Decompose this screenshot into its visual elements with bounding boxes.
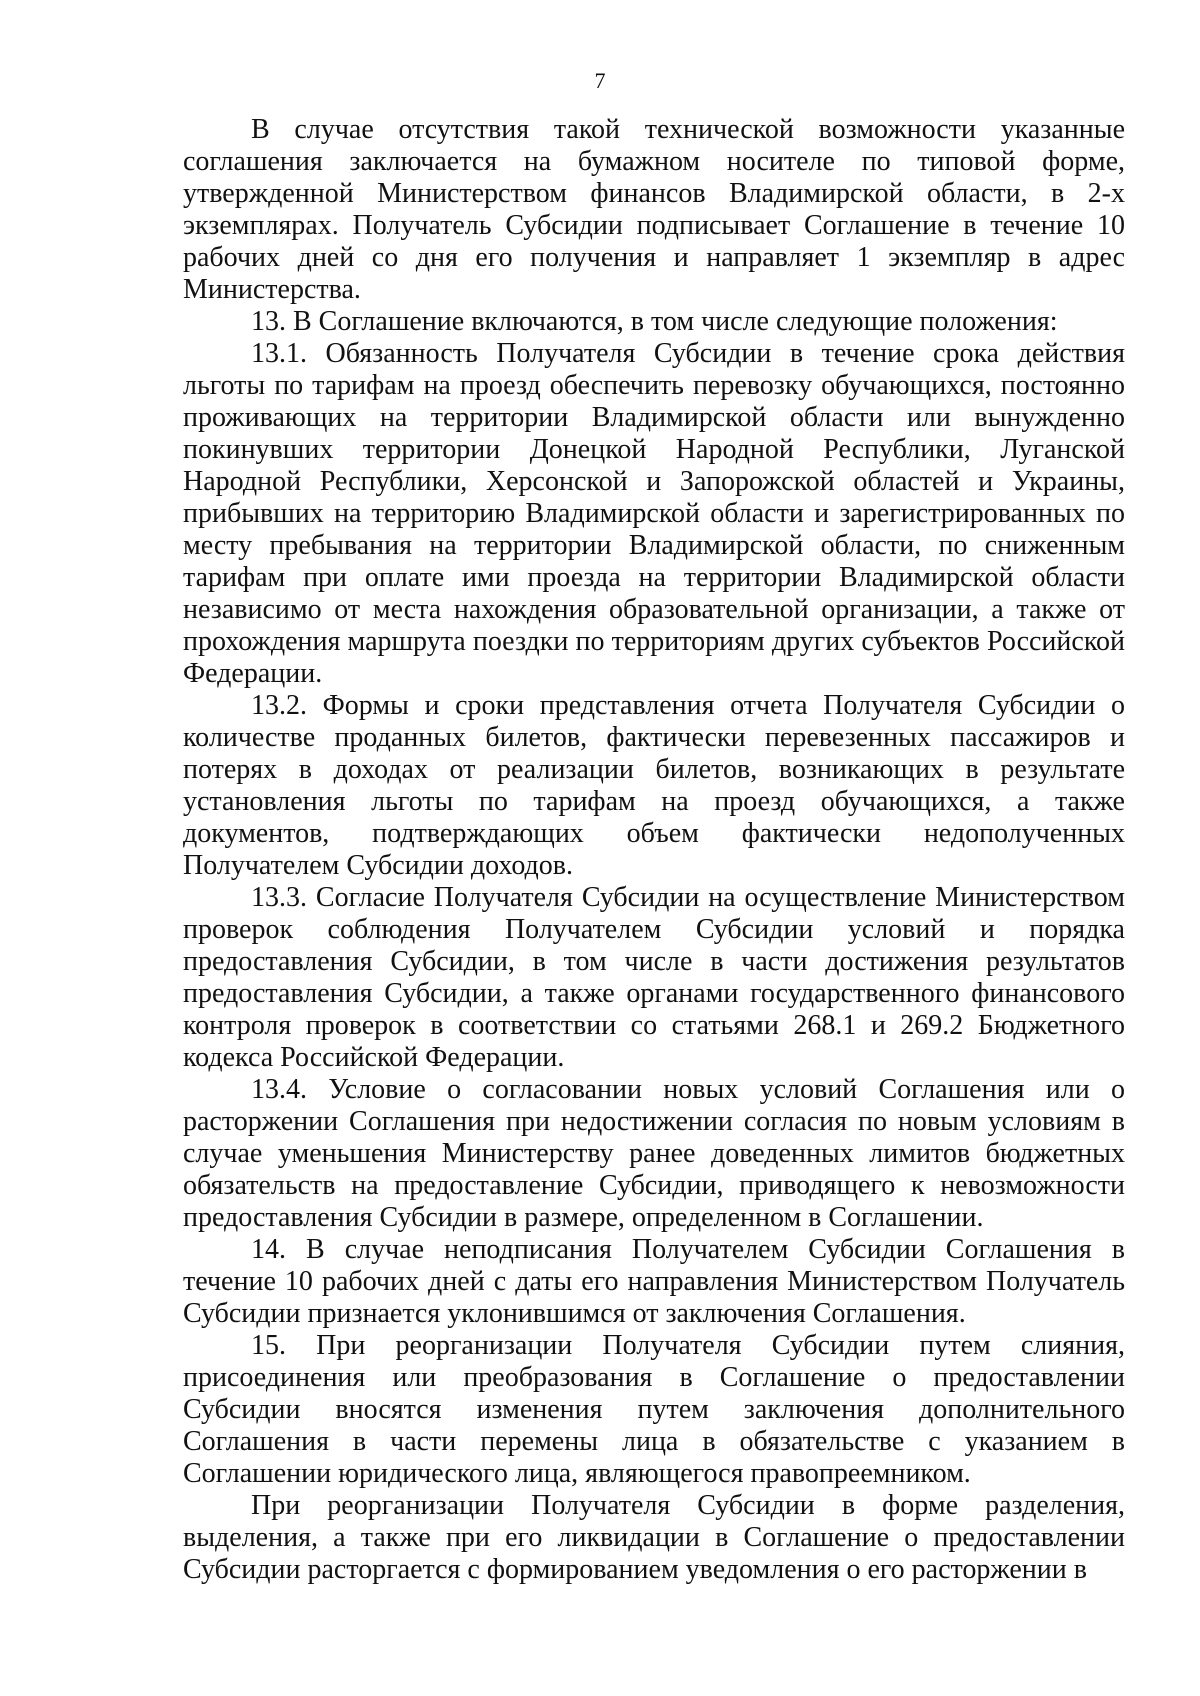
paragraph-reorganization: При реорганизации Получателя Субсидии в форме разделения, выделения, а также при его ликвидации в Соглашение о предоставлении Субсидии расторгается с формированием уведомления о его расторжении в [183, 1490, 1125, 1585]
paragraph-15: 15. При реорганизации Получателя Субсидии путем слияния, присоединения или преобразования в Соглашение о предоставлении Субсидии вносятся изменения путем заключения дополнительного Соглашения в части перемены лица в обязательстве с указанием в Соглашении юридического лица, являющегося правопреемником. [183, 1330, 1125, 1489]
document-body [183, 114, 1125, 1586]
paragraph-13-4: 13.4. Условие о согласовании новых условий Соглашения или о расторжении Соглашения при недостижении согласия по новым условиям в случае уменьшения Министерству ранее доведенных лимитов бюджетных обязательств на предоставление Субсидии, приводящего к невозможности предоставления Субсидии в размере, определенном в Соглашении. [183, 1074, 1125, 1233]
paragraph-13-2: 13.2. Формы и сроки представления отчета Получателя Субсидии о количестве проданных билетов, фактически перевезенных пассажиров и потерях в доходах от реализации билетов, возникающих в результате установления льготы по тарифам на проезд обучающихся, а также документов, подтверждающих объем фактически недополученных Получателем Субсидии доходов. [183, 690, 1125, 881]
paragraph-14: 14. В случае неподписания Получателем Субсидии Соглашения в течение 10 рабочих дней с даты его направления Министерством Получатель Субсидии признается уклонившимся от заключения Соглашения. [183, 1234, 1125, 1329]
page-number: 7 [594, 68, 606, 93]
paragraph-13-3: 13.3. Согласие Получателя Субсидии на осуществление Министерством проверок соблюдения Получателем Субсидии условий и порядка предоставления Субсидии, в том числе в части достижения результатов предоставления Субсидии, а также органами государственного финансового контроля проверок в соответствии со статьями 268.1 и 269.2 Бюджетного кодекса Российской Федерации. [183, 882, 1125, 1073]
paragraph-13-1: 13.1. Обязанность Получателя Субсидии в течение срока действия льготы по тарифам на проезд обеспечить перевозку обучающихся, постоянно проживающих на территории Владимирской области или вынужденно покинувших территории Донецкой Народной Республики, Луганской Народной Республики, Херсонской и Запорожской областей и Украины, прибывших на территорию Владимирской области и зарегистрированных по месту пребывания на территории Владимирской области, по сниженным тарифам при оплате ими проезда на территории Владимирской области независимо от места нахождения образовательной организации, а также от прохождения маршрута поездки по территориям других субъектов Российской Федерации. [183, 338, 1125, 689]
paragraph-intro: В случае отсутствия такой технической возможности указанные соглашения заключается на бумажном носителе по типовой форме, утвержденной Министерством финансов Владимирской области, в 2-х экземплярах. Получатель Субсидии подписывает Соглашение в течение 10 рабочих дней со дня его получения и направляет 1 экземпляр в адрес Министерства. [183, 114, 1125, 305]
paragraph-13: 13. В Соглашение включаются, в том числе следующие положения: [251, 306, 1058, 337]
